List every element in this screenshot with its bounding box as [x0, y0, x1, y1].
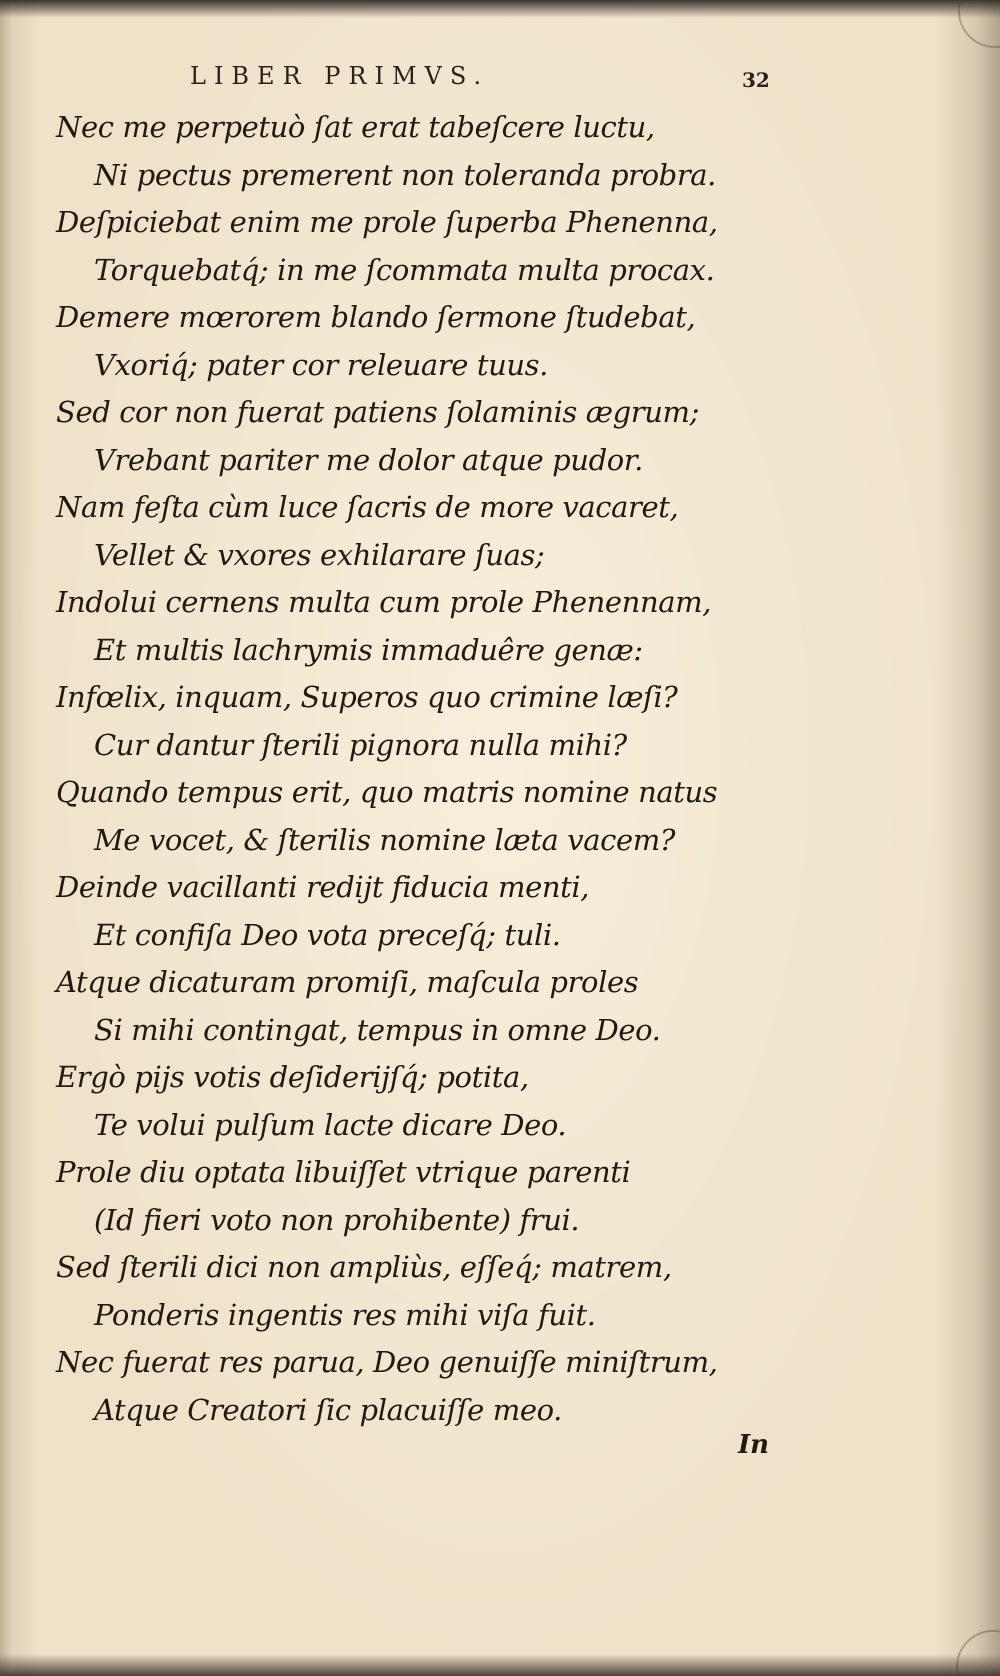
verse-line: Indolui cernens multa cum prole Phenennam,	[56, 585, 712, 619]
verse-line: Vrebant pariter me dolor atque pudor.	[94, 442, 643, 477]
verse-line: Deſpiciebat enim me prole ſuperba Phenenna,	[56, 205, 718, 239]
folio-number: 32	[742, 68, 770, 92]
verse-line: Prole diu optata libuiſſet vtrique parenti	[56, 1155, 631, 1189]
verse-line: Nec fuerat res parua, Deo genuiſſe miniſtrum,	[56, 1345, 718, 1379]
verse-line: (Id fieri voto non prohibente) frui.	[94, 1202, 580, 1237]
verse-line: Vellet & vxores exhilarare ſuas;	[94, 537, 545, 572]
verse-line: Quando tempus erit, quo matris nomine natus	[56, 775, 718, 809]
verse-line: Te volui pulſum lacte dicare Deo.	[94, 1107, 567, 1142]
verse-text	[56, 104, 816, 1434]
verse-line: Vxoriq́; pater cor releuare tuus.	[94, 347, 548, 382]
top-page-edge	[0, 0, 1000, 18]
verse-line: Nec me perpetuò ſat erat tabeſcere luctu,	[56, 110, 655, 144]
verse-line: Ergò pijs votis deſiderijſq́; potita,	[56, 1060, 529, 1094]
verse-line: Atque dicaturam promiſi, maſcula proles	[56, 965, 639, 999]
verse-line: Sed ſterili dici non ampliùs, eſſeq́; matrem,	[56, 1250, 672, 1284]
verse-line: Atque Creatori ſic placuiſſe meo.	[94, 1392, 562, 1427]
verse-line: Torquebatq́; in me ſcommata multa procax.	[94, 252, 715, 287]
fore-edge-shadow	[936, 0, 1000, 1676]
verse-line: Cur dantur ſterili pignora nulla mihi?	[94, 727, 627, 762]
verse-line: Demere mœrorem blando ſermone ſtudebat,	[56, 300, 696, 334]
verse-line: Nam feſta cùm luce ſacris de more vacaret,	[56, 490, 679, 524]
verse-line: Sed cor non fuerat patiens ſolaminis ægrum;	[56, 395, 699, 429]
binding-gutter	[0, 0, 14, 1676]
verse-line: Infœlix, inquam, Superos quo crimine læſi?	[56, 680, 678, 714]
verse-line: Me vocet, & ſterilis nomine læta vacem?	[94, 822, 675, 857]
verse-line: Deinde vacillanti rediјt fiducia menti,	[56, 870, 590, 904]
bottom-page-edge	[0, 1654, 1000, 1676]
running-head: LIBER PRIMVS.	[190, 62, 490, 90]
verse-line: Si mihi contingat, tempus in omne Deo.	[94, 1012, 661, 1047]
verse-line: Ni pectus premerent non toleranda probra.	[94, 157, 716, 192]
verse-line: Et confiſa Deo vota preceſq́; tuli.	[94, 917, 561, 952]
verse-line: Ponderis ingentis res mihi viſa fuit.	[94, 1297, 596, 1332]
catchword: In	[738, 1430, 770, 1460]
verse-line: Et multis lachrymis immaduêre genæ:	[94, 632, 643, 667]
